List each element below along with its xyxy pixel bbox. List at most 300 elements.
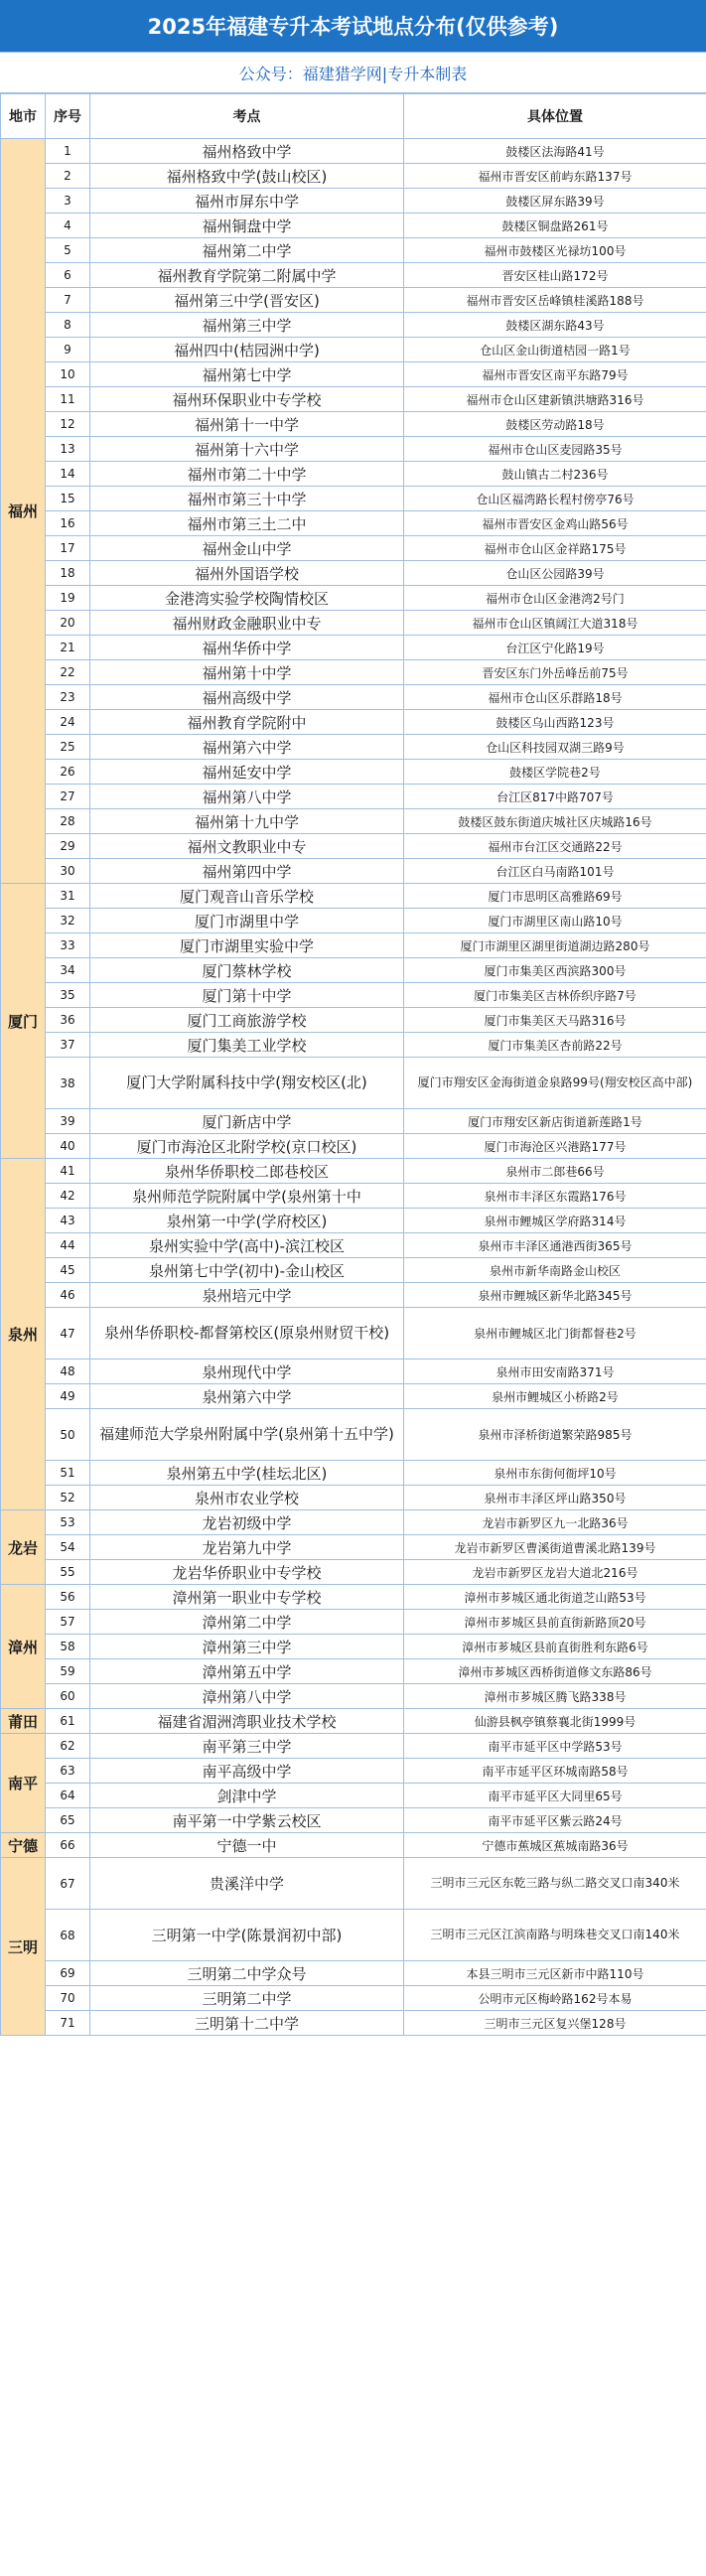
- table-row: [1, 859, 706, 884]
- row-number: 61: [46, 1709, 90, 1734]
- venue-name: 泉州华侨职校-都督第校区(原泉州财贸干校): [90, 1308, 404, 1360]
- table-row: [1, 189, 706, 214]
- venue-name: 厦门蔡林学校: [90, 958, 404, 983]
- row-number: 69: [46, 1961, 90, 1986]
- row-number: 13: [46, 437, 90, 462]
- row-number: 1: [46, 139, 90, 164]
- city-label: 泉州: [7, 1326, 38, 1344]
- venue-name: 龙岩华侨职业中专学校: [90, 1560, 404, 1585]
- venue-address: 厦门市集美区天马路316号: [404, 1008, 706, 1033]
- page-subtitle: 公众号：福建猎学网|专升本制表: [0, 53, 706, 93]
- table-row: [1, 387, 706, 412]
- venue-address: 漳州市芗城区腾飞路338号: [404, 1684, 706, 1709]
- row-number: 46: [46, 1283, 90, 1308]
- venue-address: 福州市仓山区乐群路18号: [404, 685, 706, 710]
- venue-name: 泉州现代中学: [90, 1360, 404, 1384]
- venue-address: 漳州市芗城区通北街道芝山路53号: [404, 1585, 706, 1610]
- column-header-address: 具体位置: [404, 94, 706, 139]
- table-row: [1, 1233, 706, 1258]
- column-header-number: 序号: [46, 94, 90, 139]
- venue-name: 福州教育学院第二附属中学: [90, 263, 404, 288]
- venue-address: 鼓楼区劳动路18号: [404, 412, 706, 437]
- table-row: [1, 1510, 706, 1535]
- row-number: 41: [46, 1159, 90, 1184]
- row-number: 52: [46, 1486, 90, 1510]
- venue-name: 厦门大学附属科技中学(翔安校区(北): [90, 1058, 404, 1109]
- venue-name: 福州第十中学: [90, 660, 404, 685]
- row-number: 5: [46, 238, 90, 263]
- table-row: [1, 834, 706, 859]
- venue-name: 福州第十一中学: [90, 412, 404, 437]
- row-number: 8: [46, 313, 90, 338]
- venue-address: 福州市仓山区麦园路35号: [404, 437, 706, 462]
- venue-name: 福州第六中学: [90, 735, 404, 760]
- table-row: [1, 1659, 706, 1684]
- row-number: 3: [46, 189, 90, 214]
- row-number: 68: [46, 1910, 90, 1961]
- table-row: [1, 561, 706, 586]
- table-row: [1, 1709, 706, 1734]
- row-number: 10: [46, 362, 90, 387]
- venue-address: 鼓楼区法海路41号: [404, 139, 706, 164]
- row-number: 42: [46, 1184, 90, 1209]
- venue-address: 龙岩市新罗区曹溪街道曹溪北路139号: [404, 1535, 706, 1560]
- row-number: 24: [46, 710, 90, 735]
- venue-address: 台江区817中路707号: [404, 785, 706, 809]
- table-row: [1, 958, 706, 983]
- row-number: 50: [46, 1409, 90, 1461]
- venue-address: 泉州市丰泽区坪山路350号: [404, 1486, 706, 1510]
- table-row: [1, 1159, 706, 1184]
- row-number: 53: [46, 1510, 90, 1535]
- table-row: [1, 785, 706, 809]
- venue-name: 福州教育学院附中: [90, 710, 404, 735]
- table-row: [1, 1360, 706, 1384]
- table-row: [1, 1585, 706, 1610]
- venue-address: 南平市延平区紫云路24号: [404, 1808, 706, 1833]
- venue-address: 厦门市翔安区金海街道金泉路99号(翔安校区高中部): [404, 1058, 706, 1109]
- venue-address: 仓山区福湾路长程村傍亭76号: [404, 487, 706, 511]
- venue-address: 鼓楼区乌山西路123号: [404, 710, 706, 735]
- row-number: 67: [46, 1858, 90, 1910]
- venue-address: 台江区宁化路19号: [404, 636, 706, 660]
- city-label: 宁德: [7, 1836, 38, 1855]
- row-number: 54: [46, 1535, 90, 1560]
- venue-address: 泉州市东街何衙坪10号: [404, 1461, 706, 1486]
- table-row: [1, 685, 706, 710]
- row-number: 59: [46, 1659, 90, 1684]
- venue-address: 泉州市二郎巷66号: [404, 1159, 706, 1184]
- venue-name: 厦门市湖里实验中学: [90, 933, 404, 958]
- table-row: [1, 1986, 706, 2011]
- table-row: [1, 1610, 706, 1635]
- city-cell: [1, 1734, 46, 1833]
- row-number: 20: [46, 611, 90, 636]
- table-row: [1, 1784, 706, 1808]
- row-number: 39: [46, 1109, 90, 1134]
- row-number: 9: [46, 338, 90, 362]
- venue-address: 仙游县枫亭镇蔡襄北街1999号: [404, 1709, 706, 1734]
- venue-name: 福州高级中学: [90, 685, 404, 710]
- venue-address: 泉州市丰泽区通港西街365号: [404, 1233, 706, 1258]
- venue-address: 厦门市翔安区新店街道新莲路1号: [404, 1109, 706, 1134]
- city-cell: [1, 1833, 46, 1858]
- table-row: [1, 1910, 706, 1961]
- row-number: 17: [46, 536, 90, 561]
- row-number: 56: [46, 1585, 90, 1610]
- row-number: 40: [46, 1134, 90, 1159]
- venue-name: 福州市第二十中学: [90, 462, 404, 487]
- table-row: [1, 1134, 706, 1159]
- table-row: [1, 809, 706, 834]
- table-row: [1, 636, 706, 660]
- table-row: [1, 338, 706, 362]
- table-row: [1, 362, 706, 387]
- venue-name: 福州第四中学: [90, 859, 404, 884]
- venue-name: 福州市第三十中学: [90, 487, 404, 511]
- venue-address: 泉州市新华南路金山校区: [404, 1258, 706, 1283]
- venue-address: 南平市延平区大同里65号: [404, 1784, 706, 1808]
- city-label: 龙岩: [7, 1538, 38, 1557]
- city-label: 厦门: [7, 1012, 38, 1031]
- venue-address: 福州市晋安区岳峰镇桂溪路188号: [404, 288, 706, 313]
- table-row: [1, 487, 706, 511]
- table-row: [1, 1308, 706, 1360]
- venue-name: 泉州实验中学(高中)-滨江校区: [90, 1233, 404, 1258]
- venue-name: 福州延安中学: [90, 760, 404, 785]
- table-row: [1, 1409, 706, 1461]
- venue-address: 泉州市鲤城区北门街都督巷2号: [404, 1308, 706, 1360]
- table-row: [1, 263, 706, 288]
- row-number: 12: [46, 412, 90, 437]
- venue-address: 泉州市鲤城区学府路314号: [404, 1209, 706, 1233]
- table-row: [1, 710, 706, 735]
- venue-address: 福州市仓山区建新镇洪塘路316号: [404, 387, 706, 412]
- venue-name: 泉州师范学院附属中学(泉州第十中: [90, 1184, 404, 1209]
- row-number: 55: [46, 1560, 90, 1585]
- venue-address: 泉州市田安南路371号: [404, 1360, 706, 1384]
- venue-address: 仓山区金山街道桔园一路1号: [404, 338, 706, 362]
- venue-name: 福州文教职业中专: [90, 834, 404, 859]
- venue-name: 福州市第三土二中: [90, 511, 404, 536]
- venue-name: 福州华侨中学: [90, 636, 404, 660]
- table-row: [1, 2011, 706, 2036]
- row-number: 57: [46, 1610, 90, 1635]
- venue-name: 福州市屏东中学: [90, 189, 404, 214]
- venue-address: 厦门市湖里区湖里街道湖边路280号: [404, 933, 706, 958]
- row-number: 21: [46, 636, 90, 660]
- city-cell: [1, 1159, 46, 1510]
- table-row: [1, 1209, 706, 1233]
- row-number: 19: [46, 586, 90, 611]
- row-number: 6: [46, 263, 90, 288]
- venue-name: 厦门市湖里中学: [90, 909, 404, 933]
- table-row: [1, 1961, 706, 1986]
- table-row: [1, 1684, 706, 1709]
- table-row: [1, 536, 706, 561]
- row-number: 22: [46, 660, 90, 685]
- row-number: 36: [46, 1008, 90, 1033]
- row-number: 14: [46, 462, 90, 487]
- table-row: [1, 1058, 706, 1109]
- venue-name: 漳州第二中学: [90, 1610, 404, 1635]
- venue-name: 厦门工商旅游学校: [90, 1008, 404, 1033]
- exam-location-table: [0, 93, 706, 2036]
- venue-address: 鼓楼区湖东路43号: [404, 313, 706, 338]
- venue-name: 泉州华侨职校二郎巷校区: [90, 1159, 404, 1184]
- venue-address: 福州市台江区交通路22号: [404, 834, 706, 859]
- venue-name: 厦门第十中学: [90, 983, 404, 1008]
- row-number: 38: [46, 1058, 90, 1109]
- venue-name: 福州第十九中学: [90, 809, 404, 834]
- table-row: [1, 1560, 706, 1585]
- row-number: 48: [46, 1360, 90, 1384]
- row-number: 70: [46, 1986, 90, 2011]
- city-label: 福州: [7, 502, 38, 520]
- row-number: 47: [46, 1308, 90, 1360]
- venue-address: 龙岩市新罗区九一北路36号: [404, 1510, 706, 1535]
- venue-address: 鼓山镇古二村236号: [404, 462, 706, 487]
- venue-name: 三明第十二中学: [90, 2011, 404, 2036]
- table-row: [1, 1535, 706, 1560]
- row-number: 4: [46, 214, 90, 238]
- venue-name: 泉州第五中学(桂坛北区): [90, 1461, 404, 1486]
- table-row: [1, 1486, 706, 1510]
- table-row: [1, 462, 706, 487]
- row-number: 28: [46, 809, 90, 834]
- table-row: [1, 735, 706, 760]
- venue-address: 福州市鼓楼区光禄坊100号: [404, 238, 706, 263]
- table-row: [1, 437, 706, 462]
- table-row: [1, 1033, 706, 1058]
- venue-address: 晋安区桂山路172号: [404, 263, 706, 288]
- venue-name: 福州第三中学(晋安区): [90, 288, 404, 313]
- venue-name: 福州环保职业中专学校: [90, 387, 404, 412]
- venue-address: 福州市仓山区金港湾2号门: [404, 586, 706, 611]
- venue-address: 晋安区东门外岳峰岳前75号: [404, 660, 706, 685]
- table-row: [1, 760, 706, 785]
- table-row: [1, 412, 706, 437]
- table-row: [1, 983, 706, 1008]
- venue-address: 厦门市湖里区南山路10号: [404, 909, 706, 933]
- table-row: [1, 511, 706, 536]
- venue-name: 泉州培元中学: [90, 1283, 404, 1308]
- table-row: [1, 586, 706, 611]
- table-row: [1, 1283, 706, 1308]
- venue-name: 漳州第一职业中专学校: [90, 1585, 404, 1610]
- venue-name: 厦门市海沧区北附学校(京口校区): [90, 1134, 404, 1159]
- city-cell: [1, 1510, 46, 1585]
- venue-name: 南平第三中学: [90, 1734, 404, 1759]
- city-cell: [1, 884, 46, 1159]
- venue-name: 泉州市农业学校: [90, 1486, 404, 1510]
- table-header-row: [1, 94, 706, 139]
- venue-name: 福建师范大学泉州附属中学(泉州第十五中学): [90, 1409, 404, 1461]
- row-number: 16: [46, 511, 90, 536]
- row-number: 26: [46, 760, 90, 785]
- table-row: [1, 660, 706, 685]
- row-number: 34: [46, 958, 90, 983]
- row-number: 37: [46, 1033, 90, 1058]
- row-number: 11: [46, 387, 90, 412]
- row-number: 43: [46, 1209, 90, 1233]
- venue-name: 福建省湄洲湾职业技术学校: [90, 1709, 404, 1734]
- venue-name: 福州第十六中学: [90, 437, 404, 462]
- column-header-city: 地市: [1, 94, 46, 139]
- venue-address: 福州市晋安区南平东路79号: [404, 362, 706, 387]
- venue-address: 泉州市鲤城区新华北路345号: [404, 1283, 706, 1308]
- venue-name: 剑津中学: [90, 1784, 404, 1808]
- venue-address: 南平市延平区环城南路58号: [404, 1759, 706, 1784]
- table-row: [1, 313, 706, 338]
- venue-address: 仓山区科技园双湖三路9号: [404, 735, 706, 760]
- venue-name: 福州铜盘中学: [90, 214, 404, 238]
- venue-name: 南平高级中学: [90, 1759, 404, 1784]
- venue-name: 泉州第一中学(学府校区): [90, 1209, 404, 1233]
- venue-name: 福州第八中学: [90, 785, 404, 809]
- venue-address: 福州市晋安区前屿东路137号: [404, 164, 706, 189]
- venue-name: 福州四中(桔园洲中学): [90, 338, 404, 362]
- table-row: [1, 1008, 706, 1033]
- city-cell: [1, 1709, 46, 1734]
- table-row: [1, 1184, 706, 1209]
- table-row: [1, 1384, 706, 1409]
- table-row: [1, 1734, 706, 1759]
- venue-name: 南平第一中学紫云校区: [90, 1808, 404, 1833]
- venue-address: 厦门市集美区杏前路22号: [404, 1033, 706, 1058]
- venue-address: 鼓楼区鼓东街道庆城社区庆城路16号: [404, 809, 706, 834]
- table-row: [1, 238, 706, 263]
- table-row: [1, 933, 706, 958]
- table-row: [1, 1759, 706, 1784]
- venue-address: 福州市仓山区金祥路175号: [404, 536, 706, 561]
- venue-name: 福州第三中学: [90, 313, 404, 338]
- venue-address: 厦门市思明区高雅路69号: [404, 884, 706, 909]
- venue-name: 漳州第五中学: [90, 1659, 404, 1684]
- row-number: 7: [46, 288, 90, 313]
- venue-address: 三明市三元区复兴堡128号: [404, 2011, 706, 2036]
- venue-name: 福州格致中学(鼓山校区): [90, 164, 404, 189]
- venue-name: 三明第二中学众号: [90, 1961, 404, 1986]
- row-number: 2: [46, 164, 90, 189]
- row-number: 62: [46, 1734, 90, 1759]
- city-label: 三明: [7, 1937, 38, 1956]
- row-number: 63: [46, 1759, 90, 1784]
- city-label: 莆田: [7, 1712, 38, 1731]
- table-row: [1, 1461, 706, 1486]
- row-number: 35: [46, 983, 90, 1008]
- row-number: 27: [46, 785, 90, 809]
- venue-name: 龙岩初级中学: [90, 1510, 404, 1535]
- venue-address: 漳州市芗城区西桥街道修文东路86号: [404, 1659, 706, 1684]
- venue-name: 福州外国语学校: [90, 561, 404, 586]
- venue-name: 福州第七中学: [90, 362, 404, 387]
- row-number: 45: [46, 1258, 90, 1283]
- venue-address: 泉州市泽桥街道繁荣路985号: [404, 1409, 706, 1461]
- city-cell: [1, 1858, 46, 2036]
- venue-address: 公明市元区梅岭路162号本易: [404, 1986, 706, 2011]
- city-cell: [1, 1585, 46, 1709]
- table-row: [1, 1808, 706, 1833]
- venue-name: 宁德一中: [90, 1833, 404, 1858]
- venue-name: 漳州第八中学: [90, 1684, 404, 1709]
- venue-name: 漳州第三中学: [90, 1635, 404, 1659]
- venue-address: 泉州市丰泽区东霞路176号: [404, 1184, 706, 1209]
- venue-name: 厦门集美工业学校: [90, 1033, 404, 1058]
- row-number: 15: [46, 487, 90, 511]
- table-row: [1, 214, 706, 238]
- row-number: 44: [46, 1233, 90, 1258]
- table-row: [1, 164, 706, 189]
- venue-address: 仓山区公园路39号: [404, 561, 706, 586]
- column-header-venue: 考点: [90, 94, 404, 139]
- row-number: 31: [46, 884, 90, 909]
- venue-name: 金港湾实验学校陶情校区: [90, 586, 404, 611]
- venue-name: 龙岩第九中学: [90, 1535, 404, 1560]
- row-number: 29: [46, 834, 90, 859]
- city-label: 漳州: [7, 1638, 38, 1656]
- row-number: 25: [46, 735, 90, 760]
- venue-address: 漳州市芗城区县前直街胜利东路6号: [404, 1635, 706, 1659]
- venue-name: 三明第一中学(陈景润初中部): [90, 1910, 404, 1961]
- row-number: 49: [46, 1384, 90, 1409]
- venue-address: 鼓楼区学院巷2号: [404, 760, 706, 785]
- table-row: [1, 1109, 706, 1134]
- venue-name: 福州财政金融职业中专: [90, 611, 404, 636]
- table-row: [1, 909, 706, 933]
- row-number: 66: [46, 1833, 90, 1858]
- table-row: [1, 139, 706, 164]
- table-row: [1, 1258, 706, 1283]
- venue-address: 三明市三元区东乾三路与纵二路交叉口南340米: [404, 1858, 706, 1910]
- venue-name: 福州第二中学: [90, 238, 404, 263]
- venue-address: 福州市晋安区金鸡山路56号: [404, 511, 706, 536]
- table-row: [1, 1635, 706, 1659]
- city-label: 南平: [7, 1775, 38, 1792]
- row-number: 33: [46, 933, 90, 958]
- venue-address: 台江区白马南路101号: [404, 859, 706, 884]
- table-row: [1, 1833, 706, 1858]
- table-row: [1, 288, 706, 313]
- table-row: [1, 611, 706, 636]
- venue-address: 漳州市芗城区县前直街新路顶20号: [404, 1610, 706, 1635]
- row-number: 51: [46, 1461, 90, 1486]
- table-row: [1, 1858, 706, 1910]
- row-number: 32: [46, 909, 90, 933]
- venue-name: 福州金山中学: [90, 536, 404, 561]
- row-number: 60: [46, 1684, 90, 1709]
- row-number: 23: [46, 685, 90, 710]
- table-body: [1, 139, 706, 2036]
- venue-address: 三明市三元区江滨南路与明珠巷交叉口南140米: [404, 1910, 706, 1961]
- venue-address: 鼓楼区屏东路39号: [404, 189, 706, 214]
- venue-address: 厦门市海沧区兴港路177号: [404, 1134, 706, 1159]
- venue-name: 泉州第七中学(初中)-金山校区: [90, 1258, 404, 1283]
- page-title: 2025年福建专升本考试地点分布(仅供参考): [0, 0, 706, 53]
- row-number: 71: [46, 2011, 90, 2036]
- venue-name: 泉州第六中学: [90, 1384, 404, 1409]
- venue-name: 厦门新店中学: [90, 1109, 404, 1134]
- venue-address: 泉州市鲤城区小桥路2号: [404, 1384, 706, 1409]
- row-number: 65: [46, 1808, 90, 1833]
- venue-address: 厦门市集美区吉林侨织序路7号: [404, 983, 706, 1008]
- venue-address: 龙岩市新罗区龙岩大道北216号: [404, 1560, 706, 1585]
- venue-address: 厦门市集美区西滨路300号: [404, 958, 706, 983]
- row-number: 18: [46, 561, 90, 586]
- venue-address: 宁德市蕉城区蕉城南路36号: [404, 1833, 706, 1858]
- city-cell: [1, 139, 46, 884]
- venue-address: 鼓楼区铜盘路261号: [404, 214, 706, 238]
